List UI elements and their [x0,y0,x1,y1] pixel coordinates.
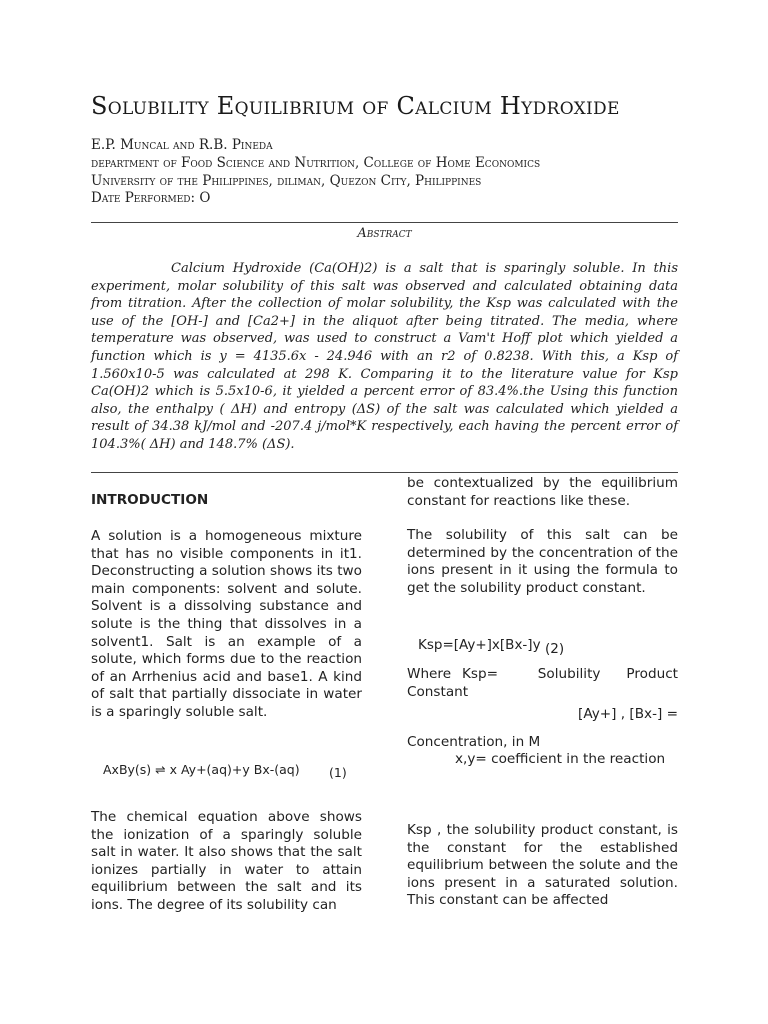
affiliation-department: department of Food Science and Nutrition, College of Home Economics [91,155,541,171]
paper-title: Solubility Equilibrium of Calcium Hydroxide [91,92,620,120]
abstract-bottom-rule [91,472,678,473]
where-concentration-def: Concentration, in M [407,734,541,750]
right-paragraph-2: The solubility of this salt can be determined by the concentration of the ions present in it using the formula to get the solubility product constant. [407,527,678,596]
intro-paragraph-2: The chemical equation above shows the ionization of a sparingly soluble salt in water. It also shows that the salt ionizes partially in water to attain equilibrium between the salt and its ions. The degree of its solubility can [91,809,362,913]
equation-2: Ksp=[Ay+]x[Bx-]y [418,637,541,653]
where-ksp-definition-1: Solubility Product [537,666,678,682]
right-paragraph-3: Ksp , the solubility product constant, is the constant for the established equilibrium between the solute and the ions present in a saturated solution. This constant can be affected [407,822,678,909]
abstract-heading: Abstract [357,226,412,241]
right-paragraph-1: be contextualized by the equilibrium constant for reactions like these. [407,475,678,509]
where-ksp-definition-2: Constant [407,684,469,700]
where-ksp: Ksp= [462,666,499,682]
equation-1: AxBy(s) ⇌ x Ay+(aq)+y Bx-(aq) [103,762,300,777]
where-coefficient: x,y= coefficient in the reaction [455,751,666,767]
intro-paragraph-1: A solution is a homogeneous mixture that has no visible components in it1. Deconstructing a solution shows its two main components: solvent and solute. Solvent is a dissolving substance and solute is the thing that dissolves in a solvent1. Salt is an example of a solute, which forms due to the reaction of an Arrhenius acid and base1. A kind of salt that partially dissociate in water is a sparingly soluble salt. [91,528,362,720]
abstract-top-rule [91,222,678,223]
where-label: Where [407,666,452,682]
authors: E.P. Muncal and R.B. Pineda [91,137,273,153]
abstract-text: Calcium Hydroxide (Ca(OH)2) is a salt that is sparingly soluble. In this experiment, molar solubility of this salt was observed and calculated obtaining data from titration. After the collection of molar solubility, the Ksp was calculated with the use of the [OH-] and [Ca2+] in the aliquot after being titrated. The media, where temperature was observed, was used to construct a Vam't Hoff plot which yielded a function which is y = 4135.6x - 24.946 with an r2 of 0.8238. With this, a Ksp of 1.560x10-5 was calculated at 298 K. Comparing it to the literature value for Ksp Ca(OH)2 which is 5.5x10-6, it yielded a percent error of 83.4%.the Using this function also, the enthalpy ( ΔH) and entropy (ΔS) of the salt was calculated which yielded a result of 34.38 kJ/mol and -207.4 j/mol*K respectively, each having the percent error of 104.3%( ΔH) and 148.7% (ΔS). [91,261,678,452]
abstract-body [91,260,678,454]
affiliation-university: University of the Philippines, diliman, Quezon City, Philippines [91,173,482,189]
introduction-heading: INTRODUCTION [91,492,209,508]
equation-2-number: (2) [545,641,565,657]
where-concentration: [Ay+] , [Bx-] = [578,706,678,722]
equation-1-number: (1) [329,765,347,780]
date-performed: Date Performed: O [91,190,211,206]
